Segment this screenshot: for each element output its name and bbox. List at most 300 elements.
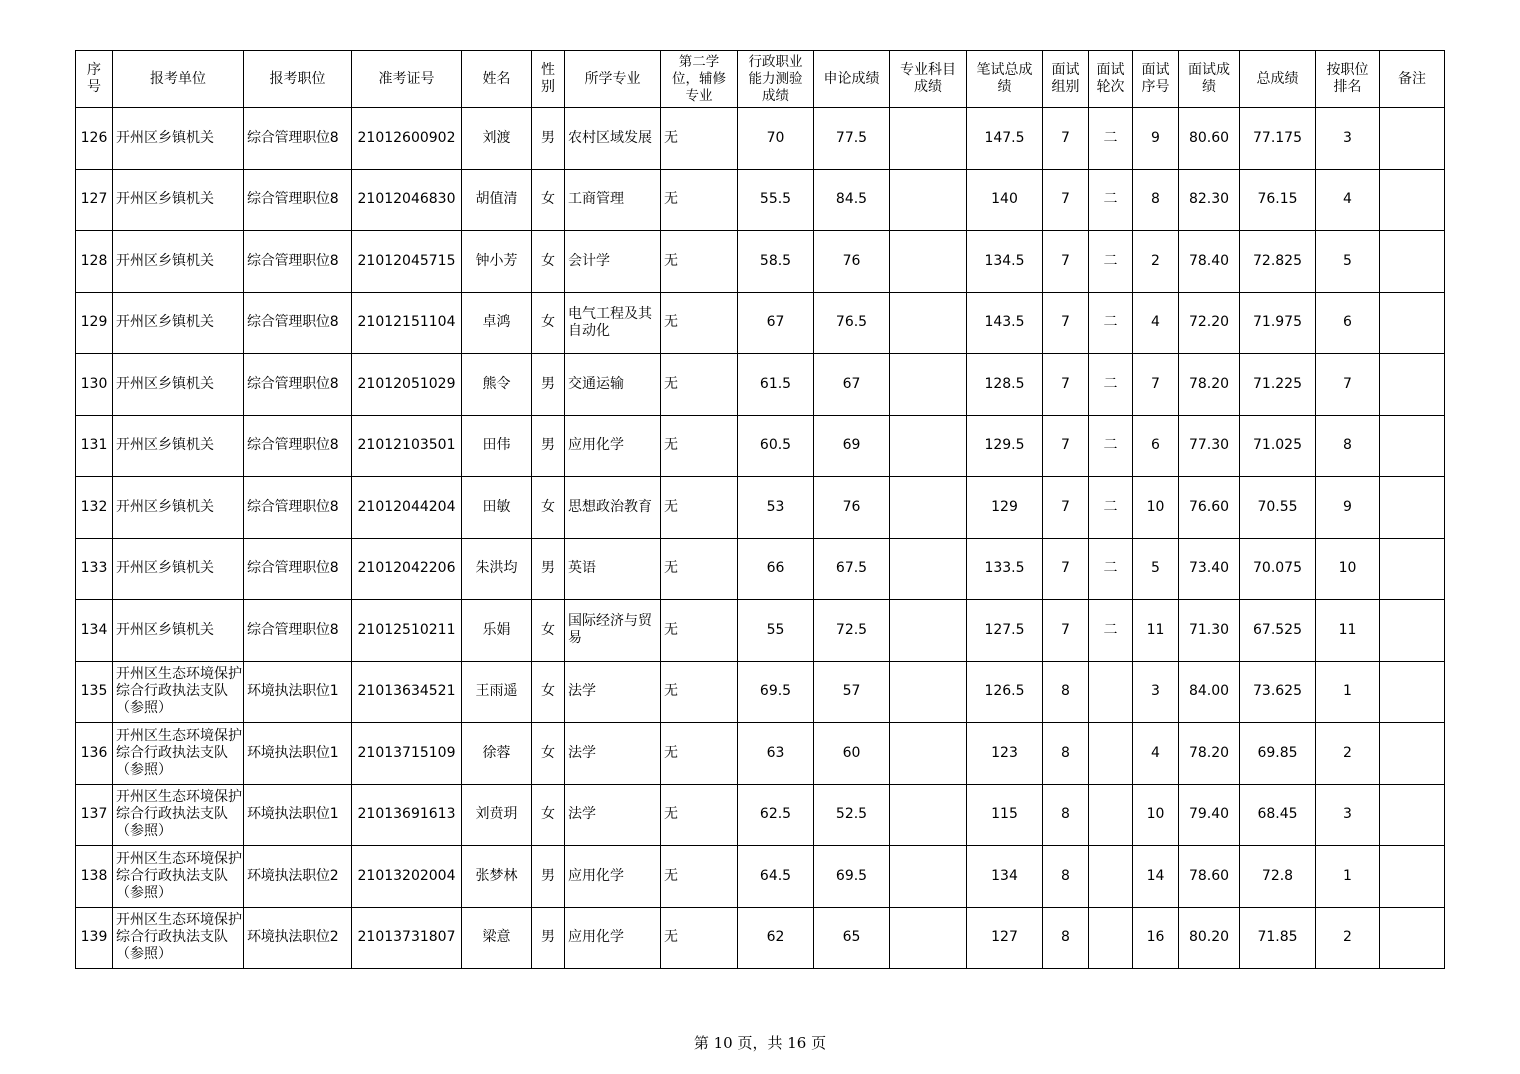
cell-interview-round: 二 <box>1089 415 1133 477</box>
cell-shenlun-score: 76 <box>814 477 890 539</box>
cell-major: 电气工程及其自动化 <box>565 292 661 354</box>
cell-xingce-score: 66 <box>738 538 814 600</box>
cell-exam-id: 21012044204 <box>352 477 462 539</box>
cell-second-degree: 无 <box>661 169 738 231</box>
cell-interview-round: 二 <box>1089 354 1133 416</box>
cell-shenlun-score: 69 <box>814 415 890 477</box>
cell-interview-round: 二 <box>1089 600 1133 662</box>
cell-exam-id: 21013691613 <box>352 784 462 846</box>
table-row <box>76 907 1445 969</box>
cell-interview-group: 8 <box>1043 784 1089 846</box>
cell-unit: 开州区乡镇机关 <box>113 600 244 662</box>
cell-written-total: 129.5 <box>967 415 1043 477</box>
cell-remark <box>1380 477 1445 539</box>
cell-gender: 女 <box>532 784 565 846</box>
cell-interview-seq: 10 <box>1133 477 1179 539</box>
header-cell: 笔试总成 绩 <box>967 51 1043 108</box>
cell-gender: 男 <box>532 907 565 969</box>
cell-interview-group: 8 <box>1043 661 1089 723</box>
cell-zhuanye-score <box>890 784 967 846</box>
cell-exam-id: 21012151104 <box>352 292 462 354</box>
cell-major: 应用化学 <box>565 846 661 908</box>
cell-name: 田伟 <box>462 415 532 477</box>
cell-major: 应用化学 <box>565 415 661 477</box>
cell-interview-seq: 3 <box>1133 661 1179 723</box>
cell-shenlun-score: 76 <box>814 231 890 293</box>
cell-exam-id: 21012042206 <box>352 538 462 600</box>
cell-total-score: 70.075 <box>1240 538 1316 600</box>
header-cell: 面试 轮次 <box>1089 51 1133 108</box>
cell-interview-group: 7 <box>1043 600 1089 662</box>
cell-xingce-score: 61.5 <box>738 354 814 416</box>
cell-position: 环境执法职位1 <box>244 723 352 785</box>
cell-name: 张梦林 <box>462 846 532 908</box>
cell-unit: 开州区生态环境保护综合行政执法支队（参照） <box>113 661 244 723</box>
cell-major: 会计学 <box>565 231 661 293</box>
header-cell: 面试成 绩 <box>1179 51 1240 108</box>
cell-interview-round: 二 <box>1089 108 1133 170</box>
cell-shenlun-score: 77.5 <box>814 108 890 170</box>
cell-interview-group: 7 <box>1043 231 1089 293</box>
cell-rank: 4 <box>1316 169 1380 231</box>
cell-interview-seq: 4 <box>1133 292 1179 354</box>
cell-second-degree: 无 <box>661 292 738 354</box>
header-cell: 面试 组别 <box>1043 51 1089 108</box>
header-cell: 面试 序号 <box>1133 51 1179 108</box>
cell-interview-round: 二 <box>1089 292 1133 354</box>
cell-exam-id: 21013634521 <box>352 661 462 723</box>
cell-gender: 女 <box>532 477 565 539</box>
cell-total-score: 72.825 <box>1240 231 1316 293</box>
cell-interview-group: 7 <box>1043 477 1089 539</box>
table-row <box>76 600 1445 662</box>
cell-interview-score: 84.00 <box>1179 661 1240 723</box>
cell-interview-seq: 7 <box>1133 354 1179 416</box>
cell-interview-seq: 16 <box>1133 907 1179 969</box>
cell-remark <box>1380 231 1445 293</box>
cell-interview-group: 8 <box>1043 723 1089 785</box>
cell-exam-id: 21013731807 <box>352 907 462 969</box>
cell-shenlun-score: 65 <box>814 907 890 969</box>
cell-remark <box>1380 907 1445 969</box>
cell-exam-id: 21012045715 <box>352 231 462 293</box>
cell-name: 王雨遥 <box>462 661 532 723</box>
cell-shenlun-score: 84.5 <box>814 169 890 231</box>
cell-interview-round <box>1089 846 1133 908</box>
cell-interview-group: 7 <box>1043 354 1089 416</box>
header-cell: 第二学 位，辅修 专业 <box>661 51 738 108</box>
cell-zhuanye-score <box>890 846 967 908</box>
cell-major: 农村区域发展 <box>565 108 661 170</box>
cell-gender: 女 <box>532 723 565 785</box>
cell-interview-seq: 4 <box>1133 723 1179 785</box>
cell-gender: 男 <box>532 415 565 477</box>
cell-no: 129 <box>76 292 113 354</box>
cell-written-total: 126.5 <box>967 661 1043 723</box>
cell-rank: 9 <box>1316 477 1380 539</box>
cell-zhuanye-score <box>890 661 967 723</box>
cell-total-score: 71.85 <box>1240 907 1316 969</box>
cell-name: 田敏 <box>462 477 532 539</box>
cell-written-total: 127.5 <box>967 600 1043 662</box>
table-row <box>76 169 1445 231</box>
cell-total-score: 67.525 <box>1240 600 1316 662</box>
cell-interview-group: 7 <box>1043 415 1089 477</box>
cell-unit: 开州区乡镇机关 <box>113 231 244 293</box>
cell-no: 135 <box>76 661 113 723</box>
cell-remark <box>1380 846 1445 908</box>
cell-zhuanye-score <box>890 477 967 539</box>
cell-remark <box>1380 538 1445 600</box>
header-cell: 专业科目 成绩 <box>890 51 967 108</box>
cell-no: 126 <box>76 108 113 170</box>
cell-interview-score: 80.20 <box>1179 907 1240 969</box>
cell-name: 刘贲玥 <box>462 784 532 846</box>
cell-rank: 11 <box>1316 600 1380 662</box>
cell-gender: 女 <box>532 169 565 231</box>
cell-rank: 5 <box>1316 231 1380 293</box>
cell-rank: 10 <box>1316 538 1380 600</box>
cell-name: 梁意 <box>462 907 532 969</box>
cell-remark <box>1380 661 1445 723</box>
cell-shenlun-score: 67 <box>814 354 890 416</box>
header-cell: 序 号 <box>76 51 113 108</box>
cell-major: 法学 <box>565 723 661 785</box>
cell-unit: 开州区乡镇机关 <box>113 477 244 539</box>
cell-rank: 3 <box>1316 108 1380 170</box>
cell-unit: 开州区生态环境保护综合行政执法支队（参照） <box>113 846 244 908</box>
cell-remark <box>1380 723 1445 785</box>
cell-no: 138 <box>76 846 113 908</box>
cell-interview-round: 二 <box>1089 477 1133 539</box>
cell-total-score: 77.175 <box>1240 108 1316 170</box>
cell-second-degree: 无 <box>661 846 738 908</box>
header-cell: 按职位 排名 <box>1316 51 1380 108</box>
cell-written-total: 115 <box>967 784 1043 846</box>
cell-written-total: 128.5 <box>967 354 1043 416</box>
cell-gender: 男 <box>532 108 565 170</box>
cell-gender: 男 <box>532 846 565 908</box>
cell-interview-seq: 2 <box>1133 231 1179 293</box>
cell-xingce-score: 62 <box>738 907 814 969</box>
cell-unit: 开州区乡镇机关 <box>113 108 244 170</box>
cell-interview-seq: 14 <box>1133 846 1179 908</box>
cell-position: 综合管理职位8 <box>244 231 352 293</box>
cell-interview-score: 78.20 <box>1179 354 1240 416</box>
cell-no: 132 <box>76 477 113 539</box>
cell-shenlun-score: 57 <box>814 661 890 723</box>
cell-no: 133 <box>76 538 113 600</box>
cell-gender: 男 <box>532 354 565 416</box>
cell-no: 130 <box>76 354 113 416</box>
cell-xingce-score: 70 <box>738 108 814 170</box>
cell-interview-group: 8 <box>1043 907 1089 969</box>
cell-written-total: 127 <box>967 907 1043 969</box>
cell-shenlun-score: 72.5 <box>814 600 890 662</box>
cell-shenlun-score: 69.5 <box>814 846 890 908</box>
cell-name: 熊令 <box>462 354 532 416</box>
cell-position: 综合管理职位8 <box>244 108 352 170</box>
cell-xingce-score: 69.5 <box>738 661 814 723</box>
cell-remark <box>1380 600 1445 662</box>
cell-total-score: 76.15 <box>1240 169 1316 231</box>
page-footer: 第 10 页，共 16 页 <box>693 1034 827 1052</box>
cell-second-degree: 无 <box>661 600 738 662</box>
cell-name: 胡值清 <box>462 169 532 231</box>
cell-xingce-score: 58.5 <box>738 231 814 293</box>
cell-major: 应用化学 <box>565 907 661 969</box>
cell-position: 环境执法职位2 <box>244 907 352 969</box>
cell-second-degree: 无 <box>661 661 738 723</box>
cell-zhuanye-score <box>890 108 967 170</box>
cell-interview-seq: 9 <box>1133 108 1179 170</box>
cell-position: 综合管理职位8 <box>244 292 352 354</box>
cell-gender: 女 <box>532 292 565 354</box>
cell-second-degree: 无 <box>661 108 738 170</box>
cell-interview-score: 78.40 <box>1179 231 1240 293</box>
cell-shenlun-score: 76.5 <box>814 292 890 354</box>
cell-xingce-score: 55.5 <box>738 169 814 231</box>
table-row <box>76 354 1445 416</box>
cell-position: 环境执法职位2 <box>244 846 352 908</box>
cell-interview-round <box>1089 661 1133 723</box>
table-row <box>76 784 1445 846</box>
cell-no: 139 <box>76 907 113 969</box>
table-row <box>76 538 1445 600</box>
cell-zhuanye-score <box>890 538 967 600</box>
cell-written-total: 133.5 <box>967 538 1043 600</box>
cell-written-total: 140 <box>967 169 1043 231</box>
cell-zhuanye-score <box>890 292 967 354</box>
header-cell: 总成绩 <box>1240 51 1316 108</box>
cell-remark <box>1380 354 1445 416</box>
cell-rank: 2 <box>1316 723 1380 785</box>
cell-unit: 开州区乡镇机关 <box>113 354 244 416</box>
cell-no: 127 <box>76 169 113 231</box>
header-cell: 姓名 <box>462 51 532 108</box>
cell-exam-id: 21012051029 <box>352 354 462 416</box>
cell-second-degree: 无 <box>661 415 738 477</box>
cell-unit: 开州区乡镇机关 <box>113 538 244 600</box>
cell-rank: 2 <box>1316 907 1380 969</box>
cell-total-score: 70.55 <box>1240 477 1316 539</box>
cell-unit: 开州区生态环境保护综合行政执法支队（参照） <box>113 723 244 785</box>
cell-no: 131 <box>76 415 113 477</box>
cell-xingce-score: 55 <box>738 600 814 662</box>
cell-interview-round: 二 <box>1089 538 1133 600</box>
cell-exam-id: 21012510211 <box>352 600 462 662</box>
cell-interview-round <box>1089 907 1133 969</box>
cell-exam-id: 21012103501 <box>352 415 462 477</box>
cell-name: 乐娟 <box>462 600 532 662</box>
header-cell: 所学专业 <box>565 51 661 108</box>
cell-xingce-score: 64.5 <box>738 846 814 908</box>
cell-position: 综合管理职位8 <box>244 169 352 231</box>
cell-position: 环境执法职位1 <box>244 661 352 723</box>
cell-no: 136 <box>76 723 113 785</box>
header-cell: 准考证号 <box>352 51 462 108</box>
cell-interview-group: 7 <box>1043 292 1089 354</box>
cell-interview-seq: 11 <box>1133 600 1179 662</box>
header-cell: 性 别 <box>532 51 565 108</box>
cell-shenlun-score: 60 <box>814 723 890 785</box>
cell-total-score: 68.45 <box>1240 784 1316 846</box>
cell-written-total: 134 <box>967 846 1043 908</box>
cell-xingce-score: 62.5 <box>738 784 814 846</box>
cell-position: 环境执法职位1 <box>244 784 352 846</box>
cell-rank: 3 <box>1316 784 1380 846</box>
cell-gender: 女 <box>532 661 565 723</box>
cell-interview-score: 79.40 <box>1179 784 1240 846</box>
cell-zhuanye-score <box>890 600 967 662</box>
cell-no: 128 <box>76 231 113 293</box>
cell-interview-score: 80.60 <box>1179 108 1240 170</box>
cell-total-score: 71.025 <box>1240 415 1316 477</box>
cell-total-score: 73.625 <box>1240 661 1316 723</box>
cell-position: 综合管理职位8 <box>244 477 352 539</box>
cell-exam-id: 21012046830 <box>352 169 462 231</box>
cell-rank: 6 <box>1316 292 1380 354</box>
table-row <box>76 723 1445 785</box>
cell-zhuanye-score <box>890 723 967 785</box>
cell-remark <box>1380 108 1445 170</box>
cell-remark <box>1380 415 1445 477</box>
cell-name: 钟小芳 <box>462 231 532 293</box>
cell-interview-round <box>1089 723 1133 785</box>
header-cell: 报考单位 <box>113 51 244 108</box>
cell-interview-group: 7 <box>1043 538 1089 600</box>
cell-interview-round: 二 <box>1089 169 1133 231</box>
table-row <box>76 477 1445 539</box>
table-row <box>76 415 1445 477</box>
cell-second-degree: 无 <box>661 723 738 785</box>
cell-no: 134 <box>76 600 113 662</box>
cell-remark <box>1380 784 1445 846</box>
cell-position: 综合管理职位8 <box>244 354 352 416</box>
cell-written-total: 143.5 <box>967 292 1043 354</box>
cell-exam-id: 21013715109 <box>352 723 462 785</box>
cell-major: 工商管理 <box>565 169 661 231</box>
cell-gender: 男 <box>532 538 565 600</box>
cell-interview-score: 72.20 <box>1179 292 1240 354</box>
cell-unit: 开州区生态环境保护综合行政执法支队（参照） <box>113 907 244 969</box>
cell-rank: 1 <box>1316 846 1380 908</box>
cell-second-degree: 无 <box>661 784 738 846</box>
cell-zhuanye-score <box>890 231 967 293</box>
header-cell: 备注 <box>1380 51 1445 108</box>
cell-major: 交通运输 <box>565 354 661 416</box>
cell-zhuanye-score <box>890 415 967 477</box>
cell-major: 国际经济与贸易 <box>565 600 661 662</box>
cell-major: 法学 <box>565 661 661 723</box>
cell-interview-seq: 8 <box>1133 169 1179 231</box>
cell-no: 137 <box>76 784 113 846</box>
cell-unit: 开州区乡镇机关 <box>113 169 244 231</box>
cell-shenlun-score: 67.5 <box>814 538 890 600</box>
cell-total-score: 69.85 <box>1240 723 1316 785</box>
cell-name: 卓鸿 <box>462 292 532 354</box>
score-table <box>75 50 1445 969</box>
cell-position: 综合管理职位8 <box>244 415 352 477</box>
table-row <box>76 108 1445 170</box>
cell-interview-group: 8 <box>1043 846 1089 908</box>
cell-interview-score: 78.60 <box>1179 846 1240 908</box>
cell-rank: 1 <box>1316 661 1380 723</box>
cell-unit: 开州区生态环境保护综合行政执法支队（参照） <box>113 784 244 846</box>
cell-major: 法学 <box>565 784 661 846</box>
cell-interview-score: 82.30 <box>1179 169 1240 231</box>
cell-major: 英语 <box>565 538 661 600</box>
cell-interview-score: 77.30 <box>1179 415 1240 477</box>
cell-xingce-score: 67 <box>738 292 814 354</box>
cell-major: 思想政治教育 <box>565 477 661 539</box>
cell-second-degree: 无 <box>661 907 738 969</box>
cell-interview-score: 71.30 <box>1179 600 1240 662</box>
cell-written-total: 134.5 <box>967 231 1043 293</box>
cell-interview-group: 7 <box>1043 108 1089 170</box>
cell-zhuanye-score <box>890 907 967 969</box>
cell-gender: 女 <box>532 600 565 662</box>
cell-exam-id: 21013202004 <box>352 846 462 908</box>
table-body <box>76 108 1445 969</box>
cell-gender: 女 <box>532 231 565 293</box>
cell-written-total: 147.5 <box>967 108 1043 170</box>
cell-written-total: 123 <box>967 723 1043 785</box>
cell-unit: 开州区乡镇机关 <box>113 292 244 354</box>
cell-interview-score: 78.20 <box>1179 723 1240 785</box>
cell-position: 综合管理职位8 <box>244 538 352 600</box>
table-row <box>76 846 1445 908</box>
cell-interview-seq: 5 <box>1133 538 1179 600</box>
cell-name: 徐蓉 <box>462 723 532 785</box>
cell-interview-score: 76.60 <box>1179 477 1240 539</box>
cell-total-score: 71.225 <box>1240 354 1316 416</box>
cell-interview-round <box>1089 784 1133 846</box>
cell-zhuanye-score <box>890 169 967 231</box>
cell-interview-round: 二 <box>1089 231 1133 293</box>
cell-name: 刘渡 <box>462 108 532 170</box>
cell-rank: 8 <box>1316 415 1380 477</box>
cell-written-total: 129 <box>967 477 1043 539</box>
cell-unit: 开州区乡镇机关 <box>113 415 244 477</box>
cell-total-score: 71.975 <box>1240 292 1316 354</box>
header-cell: 报考职位 <box>244 51 352 108</box>
cell-xingce-score: 53 <box>738 477 814 539</box>
cell-remark <box>1380 169 1445 231</box>
cell-position: 综合管理职位8 <box>244 600 352 662</box>
cell-remark <box>1380 292 1445 354</box>
table-row <box>76 231 1445 293</box>
cell-name: 朱洪均 <box>462 538 532 600</box>
cell-shenlun-score: 52.5 <box>814 784 890 846</box>
cell-interview-score: 73.40 <box>1179 538 1240 600</box>
cell-second-degree: 无 <box>661 231 738 293</box>
cell-interview-seq: 6 <box>1133 415 1179 477</box>
table-row <box>76 292 1445 354</box>
cell-rank: 7 <box>1316 354 1380 416</box>
cell-total-score: 72.8 <box>1240 846 1316 908</box>
cell-second-degree: 无 <box>661 538 738 600</box>
header-cell: 申论成绩 <box>814 51 890 108</box>
header-row <box>76 51 1445 108</box>
cell-exam-id: 21012600902 <box>352 108 462 170</box>
header-cell: 行政职业 能力测验 成绩 <box>738 51 814 108</box>
table-row <box>76 661 1445 723</box>
cell-xingce-score: 63 <box>738 723 814 785</box>
cell-interview-seq: 10 <box>1133 784 1179 846</box>
cell-zhuanye-score <box>890 354 967 416</box>
cell-interview-group: 7 <box>1043 169 1089 231</box>
